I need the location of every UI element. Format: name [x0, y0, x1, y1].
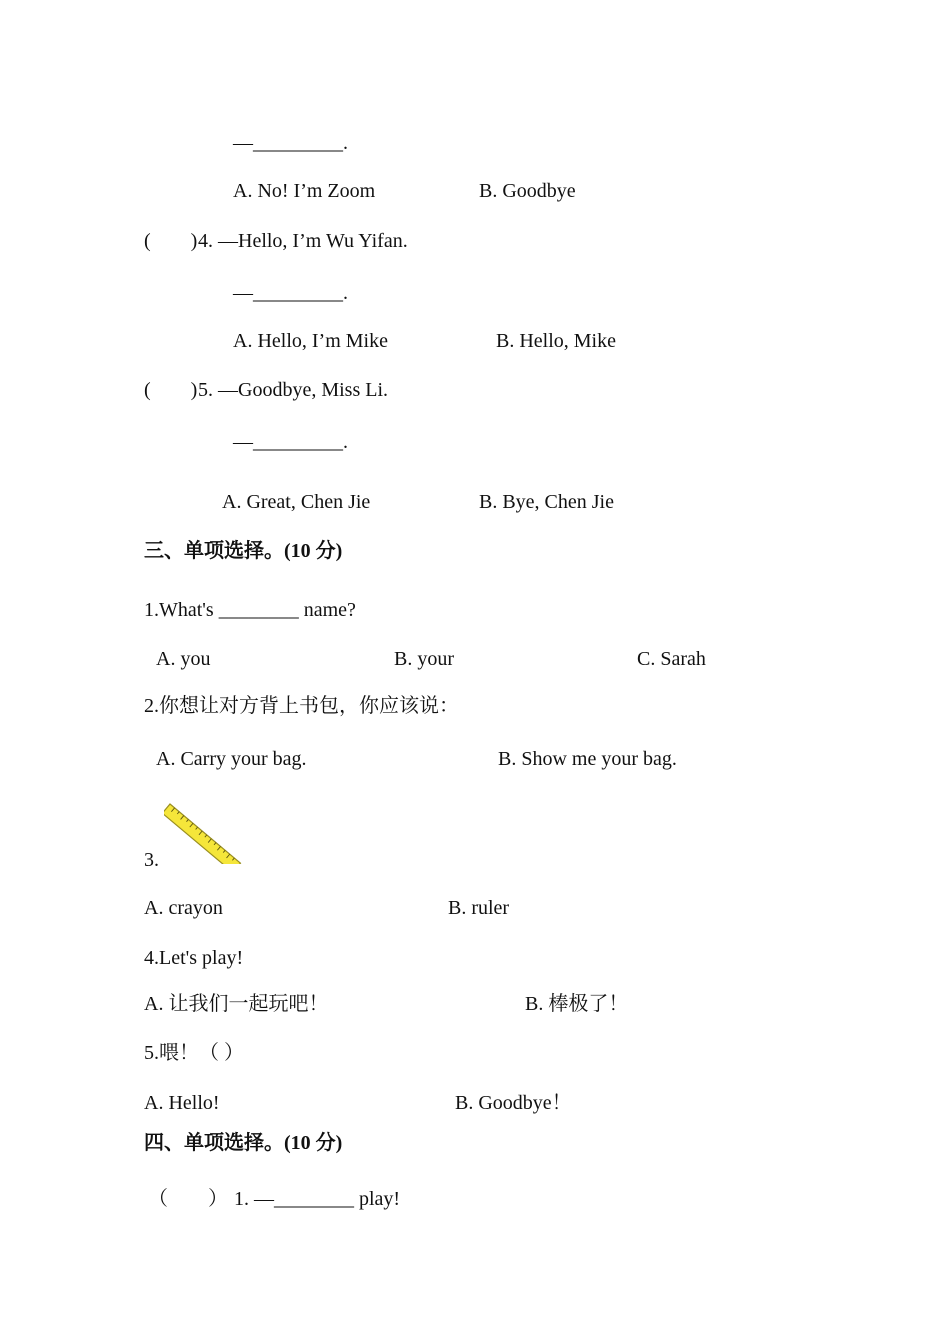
- q3-option-b: B. Goodbye: [479, 180, 576, 202]
- s3-q2-prompt: 2.你想让对方背上书包，你应该说：: [144, 695, 459, 717]
- q5-paren: ( ): [144, 379, 198, 401]
- q4-option-b: B. Hello, Mike: [496, 330, 616, 352]
- section-3-heading: 三、单项选择。(10 分): [144, 540, 343, 562]
- s3-q5-prompt: 5.喂！（ ）: [144, 1042, 244, 1064]
- q4-option-a: A. Hello, I’m Mike: [233, 330, 388, 352]
- q4-answer-blank: —_________.: [233, 282, 348, 304]
- s3-q4-prompt: 4.Let's play!: [144, 947, 244, 969]
- s4-q1-paren: （ ）: [148, 1188, 228, 1210]
- q5-answer-blank: —_________.: [233, 431, 348, 453]
- section-4-heading: 四、单项选择。(10 分): [144, 1132, 343, 1154]
- s3-q1-option-a: A. you: [156, 648, 211, 670]
- q5-prompt: 5. —Goodbye, Miss Li.: [198, 379, 388, 401]
- s3-q2-option-b: B. Show me your bag.: [498, 748, 677, 770]
- s3-q1-option-c: C. Sarah: [637, 648, 706, 670]
- q4-prompt: 4. —Hello, I’m Wu Yifan.: [198, 230, 408, 252]
- q3-answer-blank: —_________.: [233, 132, 348, 154]
- q5-option-b: B. Bye, Chen Jie: [479, 491, 614, 513]
- s3-q2-option-a: A. Carry your bag.: [156, 748, 307, 770]
- s3-q3-prompt: 3.: [144, 849, 159, 871]
- s3-q4-option-b: B. 棒极了！: [525, 993, 629, 1015]
- s3-q1-option-b: B. your: [394, 648, 454, 670]
- q3-option-a: A. No! I’m Zoom: [233, 180, 376, 202]
- q4-paren: ( ): [144, 230, 198, 252]
- q5-option-a: A. Great, Chen Jie: [222, 491, 371, 513]
- s4-q1-prompt: 1. —________ play!: [234, 1188, 401, 1210]
- ruler-picture: [164, 796, 244, 864]
- s3-q3-option-a: A. crayon: [144, 897, 223, 919]
- s3-q5-option-a: A. Hello!: [144, 1092, 220, 1114]
- s3-q1-prompt: 1.What's ________ name?: [144, 599, 356, 621]
- s3-q4-option-a: A. 让我们一起玩吧！: [144, 993, 329, 1015]
- s3-q5-option-b: B. Goodbye！: [455, 1092, 572, 1114]
- s3-q3-option-b: B. ruler: [448, 897, 510, 919]
